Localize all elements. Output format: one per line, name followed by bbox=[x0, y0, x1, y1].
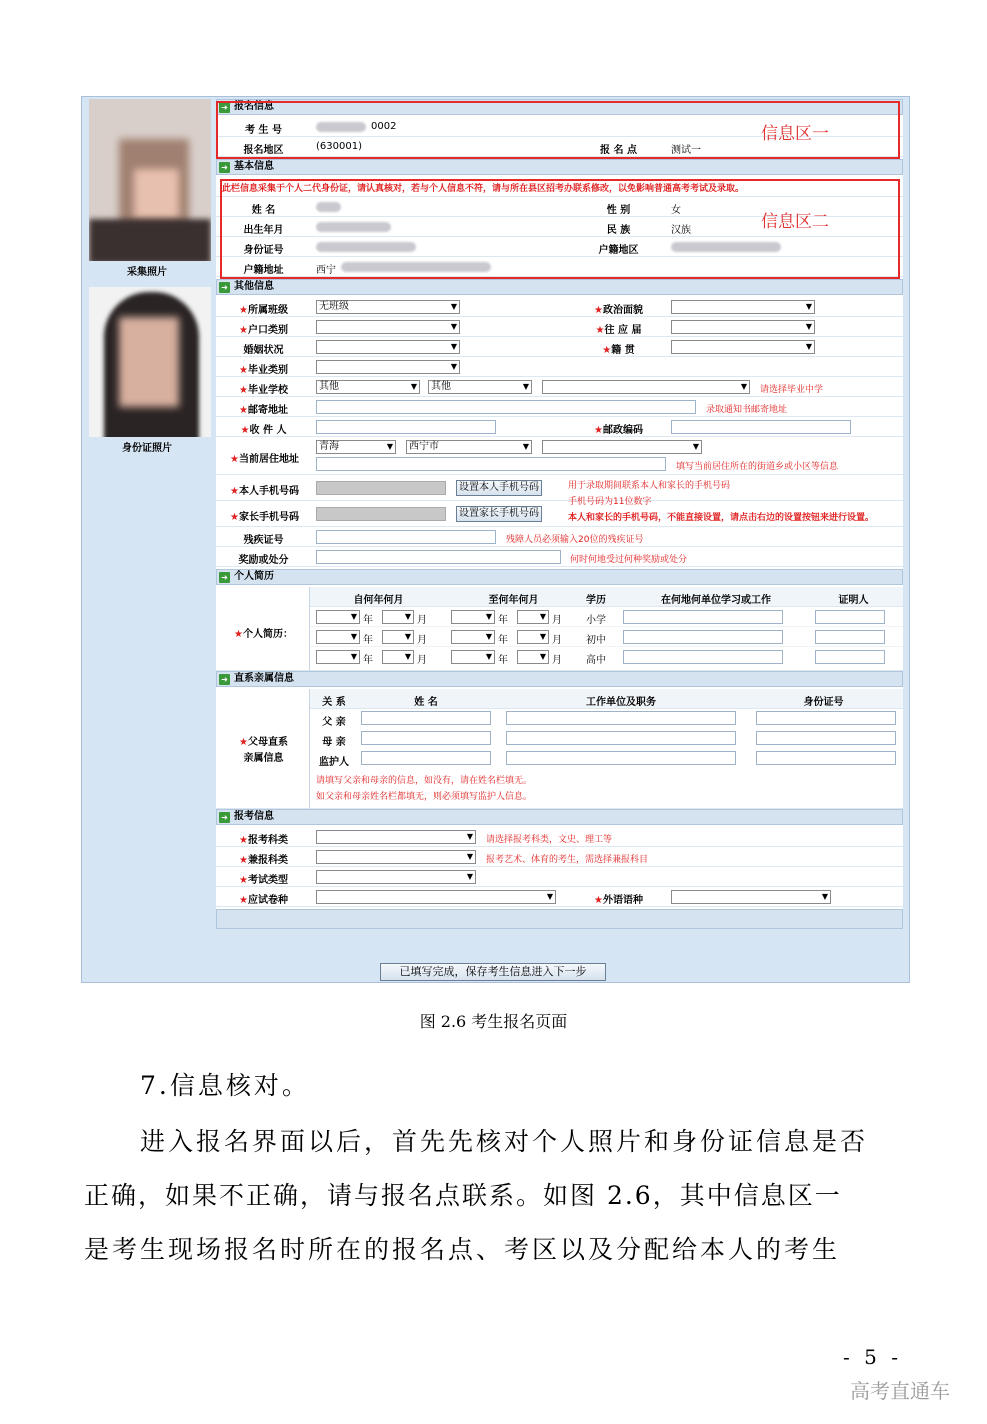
arrow-icon: ➜ bbox=[219, 102, 230, 113]
section-resume bbox=[216, 569, 903, 585]
witness-input[interactable] bbox=[815, 650, 885, 664]
row-mail bbox=[216, 397, 903, 417]
political-select[interactable] bbox=[671, 300, 815, 314]
year-text: 年 bbox=[363, 615, 373, 626]
exam-type-label: ★考试类型 bbox=[239, 875, 288, 886]
col-id: 身份证号 bbox=[803, 697, 844, 708]
idcard-photo-caption: 身份证照片 bbox=[122, 443, 172, 454]
from-month-select[interactable] bbox=[382, 610, 414, 624]
form-footer-bar bbox=[216, 909, 903, 929]
save-next-button[interactable]: 已填写完成，保存考生信息进入下一步 bbox=[380, 963, 606, 981]
extra-label: ★兼报科类 bbox=[239, 855, 288, 866]
region-label: 报名地区 bbox=[243, 145, 284, 156]
phone-hint-1: 用于录取期间联系本人和家长的手机号码 bbox=[568, 481, 731, 491]
point-value: 测试一 bbox=[671, 145, 701, 156]
section-title: 报考信息 bbox=[234, 811, 274, 822]
from-month-select[interactable] bbox=[382, 630, 414, 644]
disability-hint: 残障人员必须输入20位的残疾证号 bbox=[506, 535, 644, 545]
row-subject bbox=[216, 827, 903, 847]
from-year-select[interactable] bbox=[316, 650, 360, 664]
extra-hint: 报考艺术、体育的考生，需选择兼报科目 bbox=[486, 855, 649, 865]
postcode-label: ★邮政编码 bbox=[594, 425, 643, 436]
ethnic-value: 汉族 bbox=[671, 225, 691, 236]
set-phone-button[interactable]: 设置本人手机号码 bbox=[456, 480, 542, 496]
paragraph-heading: 7.信息核对。 bbox=[140, 1071, 310, 1100]
household-region-label: 户籍地区 bbox=[598, 245, 639, 256]
address-label: 户籍地址 bbox=[243, 265, 284, 276]
year-text: 年 bbox=[498, 635, 508, 646]
disability-label: 残疾证号 bbox=[243, 535, 284, 546]
resume-table bbox=[216, 587, 903, 671]
witness-input[interactable] bbox=[815, 630, 885, 644]
mother-id-input[interactable] bbox=[756, 731, 896, 745]
city-select[interactable]: 西宁市 ▼ bbox=[406, 440, 532, 454]
paragraph-line-1: 进入报名界面以后，首先先核对个人照片和身份证信息是否 bbox=[140, 1127, 869, 1156]
region-value: (630001) bbox=[316, 141, 362, 152]
row-reward bbox=[216, 547, 903, 567]
resume-row-3 bbox=[310, 647, 903, 667]
idcard-photo bbox=[89, 287, 211, 437]
reward-input[interactable] bbox=[316, 550, 561, 564]
to-year-select[interactable] bbox=[451, 650, 495, 664]
registration-form bbox=[216, 99, 903, 929]
from-year-select[interactable] bbox=[316, 610, 360, 624]
school-select-3[interactable] bbox=[542, 380, 750, 394]
province-select[interactable]: 青海 ▼ bbox=[316, 440, 396, 454]
school-select-1[interactable]: 其他 ▼ bbox=[316, 380, 420, 394]
relation-mother: 母 亲 bbox=[322, 737, 346, 748]
row-school bbox=[216, 377, 903, 397]
month-text: 月 bbox=[552, 615, 562, 626]
phone-hint-2: 手机号码为11位数字 bbox=[568, 497, 652, 507]
month-text: 月 bbox=[417, 615, 427, 626]
family-table bbox=[216, 689, 903, 809]
grad-type-label: ★毕业类别 bbox=[239, 365, 288, 376]
arrow-icon: ➜ bbox=[219, 812, 230, 823]
basic-warning: 此栏信息采集于个人二代身份证，请认真核对，若与个人信息不符，请与所在县区招考办联系修改，以免影响普通高考考试及录取。 bbox=[222, 184, 745, 194]
mother-work-input[interactable] bbox=[506, 731, 736, 745]
arrow-icon: ➜ bbox=[219, 572, 230, 583]
section-title: 基本信息 bbox=[234, 161, 274, 172]
col-from: 自何年何月 bbox=[353, 595, 404, 606]
family-label-2: 亲属信息 bbox=[243, 753, 284, 764]
year-text: 年 bbox=[498, 655, 508, 666]
hukou-label: ★户口类别 bbox=[239, 325, 288, 336]
id-label: 身份证号 bbox=[243, 245, 284, 256]
school-hint: 请选择毕业中学 bbox=[760, 385, 824, 395]
hukou-select[interactable] bbox=[316, 320, 460, 334]
lang-label: ★外语语种 bbox=[594, 895, 643, 906]
registration-screenshot bbox=[81, 96, 910, 983]
resume-row-label: ★个人简历： bbox=[234, 629, 293, 640]
lang-select[interactable] bbox=[671, 890, 831, 904]
extra-select[interactable] bbox=[316, 850, 476, 864]
row-class bbox=[216, 297, 903, 317]
origin-select[interactable] bbox=[671, 340, 815, 354]
row-paper bbox=[216, 887, 903, 907]
from-month-select[interactable] bbox=[382, 650, 414, 664]
col-to: 至何年何月 bbox=[488, 595, 539, 606]
row-marital bbox=[216, 337, 903, 357]
year-text: 年 bbox=[363, 655, 373, 666]
parent-phone-display bbox=[316, 507, 446, 521]
father-id-input[interactable] bbox=[756, 711, 896, 725]
residence-select[interactable] bbox=[671, 320, 815, 334]
col-work: 工作单位及职务 bbox=[586, 697, 656, 708]
phone-hint-3: 本人和家长的手机号码，不能直接设置，请点击右边的设置按钮来进行设置。 bbox=[568, 513, 875, 523]
edu-level: 高中 bbox=[586, 655, 606, 666]
info-zone-2-label: 信息区二 bbox=[761, 212, 829, 232]
section-title: 报名信息 bbox=[234, 101, 274, 112]
resume-row-2 bbox=[310, 627, 903, 647]
postcode-input[interactable] bbox=[671, 420, 851, 434]
col-edu: 学历 bbox=[586, 595, 606, 606]
mother-name-input[interactable] bbox=[361, 731, 491, 745]
class-select[interactable]: 无班级 ▼ bbox=[316, 300, 460, 314]
section-family bbox=[216, 671, 903, 687]
edu-level: 初中 bbox=[586, 635, 606, 646]
family-label-1: ★父母直系 bbox=[239, 737, 288, 748]
collected-photo bbox=[89, 99, 211, 261]
paper-label: ★应试卷种 bbox=[239, 895, 288, 906]
col-relation: 关 系 bbox=[322, 697, 346, 708]
figure-caption: 图 2.6 考生报名页面 bbox=[419, 1012, 568, 1031]
origin-label: ★籍 贯 bbox=[602, 345, 635, 356]
set-parent-phone-button[interactable]: 设置家长手机号码 bbox=[456, 506, 542, 522]
from-year-select[interactable] bbox=[316, 630, 360, 644]
subject-select[interactable] bbox=[316, 830, 476, 844]
page-number: - 5 - bbox=[843, 1345, 902, 1369]
col-work: 在何地何单位学习或工作 bbox=[661, 595, 771, 606]
to-year-select[interactable] bbox=[451, 610, 495, 624]
work-input[interactable] bbox=[623, 650, 783, 664]
row-disability bbox=[216, 527, 903, 547]
section-title: 直系亲属信息 bbox=[234, 673, 294, 684]
name-label: 姓 名 bbox=[251, 205, 276, 216]
exam-type-select[interactable] bbox=[316, 870, 476, 884]
to-year-select[interactable] bbox=[451, 630, 495, 644]
phone-display bbox=[316, 481, 446, 495]
class-label: ★所属班级 bbox=[239, 305, 288, 316]
guardian-id-input[interactable] bbox=[756, 751, 896, 765]
mail-hint: 录取通知书邮寄地址 bbox=[706, 405, 788, 415]
month-text: 月 bbox=[552, 655, 562, 666]
family-hint-1: 请填写父亲和母亲的信息，如没有，请在姓名栏填无。 bbox=[316, 776, 533, 786]
mail-input[interactable] bbox=[316, 400, 696, 414]
address-value: 西宁 bbox=[316, 265, 336, 276]
section-basic bbox=[216, 159, 903, 175]
work-input[interactable] bbox=[623, 610, 783, 624]
arrow-icon: ➜ bbox=[219, 674, 230, 685]
recipient-input[interactable] bbox=[316, 420, 496, 434]
gender-label: 性 别 bbox=[606, 205, 631, 216]
col-witness: 证明人 bbox=[838, 595, 869, 606]
subject-hint: 请选择报考科类，文史、理工等 bbox=[486, 835, 613, 845]
grad-type-select[interactable] bbox=[316, 360, 460, 374]
marital-select[interactable] bbox=[316, 340, 460, 354]
to-month-select[interactable] bbox=[517, 610, 549, 624]
row-recipient bbox=[216, 417, 903, 437]
marital-label: 婚姻状况 bbox=[243, 345, 284, 356]
row-exam-type bbox=[216, 867, 903, 887]
to-month-select[interactable] bbox=[517, 650, 549, 664]
row-hukou bbox=[216, 317, 903, 337]
current-addr-label: ★当前居住地址 bbox=[230, 454, 299, 465]
relation-guardian: 监护人 bbox=[319, 757, 349, 768]
info-zone-1-label: 信息区一 bbox=[761, 124, 829, 144]
reward-label: 奖励或处分 bbox=[238, 555, 289, 566]
month-text: 月 bbox=[552, 635, 562, 646]
photo-column bbox=[82, 97, 212, 984]
district-select[interactable] bbox=[542, 440, 702, 454]
birth-label: 出生年月 bbox=[243, 225, 284, 236]
row-phone bbox=[216, 475, 903, 501]
father-name-input[interactable] bbox=[361, 711, 491, 725]
section-other bbox=[216, 279, 903, 295]
year-text: 年 bbox=[498, 615, 508, 626]
year-text: 年 bbox=[363, 635, 373, 646]
school-label: ★毕业学校 bbox=[239, 385, 288, 396]
to-month-select[interactable] bbox=[517, 630, 549, 644]
family-hint-2: 如父亲和母亲姓名栏都填无，则必须填写监护人信息。 bbox=[316, 792, 533, 802]
section-title: 个人简历 bbox=[234, 571, 274, 582]
paragraph-line-3: 是考生现场报名时所在的报名点、考区以及分配给本人的考生 bbox=[84, 1235, 841, 1264]
exam-no-label: 考 生 号 bbox=[245, 125, 282, 136]
paper-select[interactable] bbox=[316, 890, 556, 904]
political-label: ★政治面貌 bbox=[594, 305, 643, 316]
row-current-addr bbox=[216, 437, 903, 475]
disability-input[interactable] bbox=[316, 530, 496, 544]
recipient-label: ★收 件 人 bbox=[240, 425, 287, 436]
section-title: 其他信息 bbox=[234, 281, 274, 292]
gender-value: 女 bbox=[671, 205, 681, 216]
current-addr-hint: 填写当前居住所在的街道乡或小区等信息 bbox=[676, 462, 839, 472]
mail-label: ★邮寄地址 bbox=[239, 405, 288, 416]
point-label: 报 名 点 bbox=[600, 145, 637, 156]
current-addr-input[interactable] bbox=[316, 457, 666, 471]
parent-phone-label: ★家长手机号码 bbox=[230, 512, 299, 523]
guardian-work-input[interactable] bbox=[506, 751, 736, 765]
row-extra bbox=[216, 847, 903, 867]
month-text: 月 bbox=[417, 655, 427, 666]
witness-input[interactable] bbox=[815, 610, 885, 624]
ethnic-label: 民 族 bbox=[606, 225, 631, 236]
paragraph-line-2: 正确，如果不正确，请与报名点联系。如图 2.6，其中信息区一 bbox=[84, 1181, 842, 1210]
exam-no-value: 0002 bbox=[371, 121, 397, 132]
work-input[interactable] bbox=[623, 630, 783, 644]
arrow-icon: ➜ bbox=[219, 282, 230, 293]
row-grad-type bbox=[216, 357, 903, 377]
resume-row-1 bbox=[310, 607, 903, 627]
section-exam bbox=[216, 809, 903, 825]
subject-label: ★报考科类 bbox=[239, 835, 288, 846]
reward-hint: 何时何地受过何种奖励或处分 bbox=[570, 555, 688, 565]
arrow-icon: ➜ bbox=[219, 162, 230, 173]
school-select-2[interactable]: 其他 ▼ bbox=[428, 380, 532, 394]
relation-father: 父 亲 bbox=[322, 717, 346, 728]
month-text: 月 bbox=[417, 635, 427, 646]
phone-label: ★本人手机号码 bbox=[230, 486, 299, 497]
residence-label: ★往 应 届 bbox=[595, 325, 642, 336]
collected-photo-caption: 采集照片 bbox=[127, 267, 167, 278]
edu-level: 小学 bbox=[586, 615, 606, 626]
guardian-name-input[interactable] bbox=[361, 751, 491, 765]
father-work-input[interactable] bbox=[506, 711, 736, 725]
watermark: 高考直通车 bbox=[850, 1379, 950, 1403]
col-name: 姓 名 bbox=[414, 697, 438, 708]
